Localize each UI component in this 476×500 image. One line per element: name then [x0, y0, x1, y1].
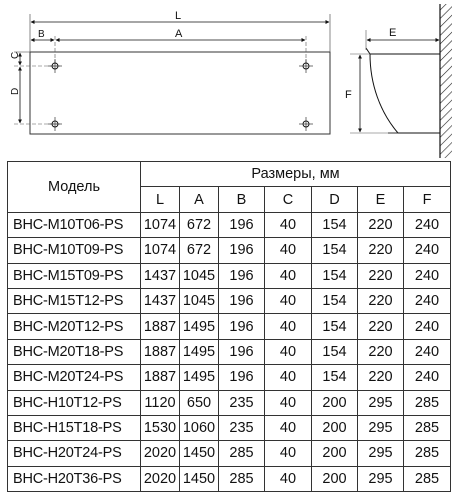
model-cell: BHC-M15T12-PS [8, 288, 141, 313]
model-cell: BHC-M15T09-PS [8, 263, 141, 288]
cell-f: 240 [404, 288, 451, 313]
cell-a: 1495 [180, 339, 219, 364]
dimension-drawing [0, 0, 476, 160]
cell-f: 285 [404, 415, 451, 440]
dim-label-f: F [345, 89, 352, 101]
col-header-d: D [312, 187, 358, 212]
cell-a: 1450 [180, 441, 219, 466]
table-row [8, 263, 451, 288]
cell-l: 1530 [141, 415, 180, 440]
cell-d: 154 [312, 212, 358, 237]
cell-e: 220 [358, 314, 404, 339]
cell-f: 285 [404, 466, 451, 491]
cell-l: 2020 [141, 441, 180, 466]
cell-d: 154 [312, 238, 358, 263]
cell-e: 220 [358, 263, 404, 288]
cell-l: 1437 [141, 263, 180, 288]
cell-a: 1495 [180, 365, 219, 390]
cell-a: 1045 [180, 263, 219, 288]
cell-c: 40 [265, 339, 312, 364]
cell-l: 1887 [141, 339, 180, 364]
dim-label-c: C [10, 51, 21, 59]
cell-e: 220 [358, 212, 404, 237]
cell-f: 240 [404, 365, 451, 390]
table-row [8, 238, 451, 263]
cell-c: 40 [265, 441, 312, 466]
cell-l: 1120 [141, 390, 180, 415]
cell-f: 240 [404, 314, 451, 339]
col-header-e: E [358, 187, 404, 212]
cell-c: 40 [265, 415, 312, 440]
cell-e: 295 [358, 390, 404, 415]
table-row [8, 390, 451, 415]
model-cell: BHC-M10T09-PS [8, 238, 141, 263]
mounting-hole-bottom-right [299, 117, 313, 131]
cell-b: 285 [219, 466, 265, 491]
dimensions-table [7, 161, 451, 492]
cell-c: 40 [265, 238, 312, 263]
cell-d: 154 [312, 288, 358, 313]
dim-label-e: E [389, 27, 397, 39]
dim-label-a: A [175, 28, 183, 40]
cell-b: 196 [219, 365, 265, 390]
cell-b: 196 [219, 339, 265, 364]
model-cell: BHC-H15T18-PS [8, 415, 141, 440]
cell-e: 220 [358, 288, 404, 313]
cell-b: 235 [219, 390, 265, 415]
table-row [8, 365, 451, 390]
cell-e: 220 [358, 339, 404, 364]
technical-drawing-svg [0, 0, 476, 160]
cell-b: 285 [219, 441, 265, 466]
col-header-b: B [219, 187, 265, 212]
col-header-f: F [404, 187, 451, 212]
cell-d: 154 [312, 314, 358, 339]
front-view-body [30, 52, 330, 134]
mounting-hole-bottom-left [48, 117, 62, 131]
cell-l: 1887 [141, 365, 180, 390]
cell-d: 200 [312, 441, 358, 466]
cell-f: 240 [404, 212, 451, 237]
model-cell: BHC-H10T12-PS [8, 390, 141, 415]
col-header-c: C [265, 187, 312, 212]
cell-d: 154 [312, 263, 358, 288]
cell-a: 1450 [180, 466, 219, 491]
model-cell: BHC-H20T24-PS [8, 441, 141, 466]
dim-label-b: B [38, 29, 45, 40]
cell-f: 285 [404, 441, 451, 466]
side-view-profile [370, 54, 440, 133]
dimensions-group-header: Размеры, мм [141, 162, 451, 187]
cell-b: 196 [219, 212, 265, 237]
cell-b: 196 [219, 288, 265, 313]
dim-label-d: D [10, 87, 21, 95]
cell-c: 40 [265, 390, 312, 415]
col-header-a: A [180, 187, 219, 212]
cell-b: 196 [219, 263, 265, 288]
model-cell: BHC-M10T06-PS [8, 212, 141, 237]
cell-b: 196 [219, 238, 265, 263]
cell-c: 40 [265, 365, 312, 390]
model-cell: BHC-M20T18-PS [8, 339, 141, 364]
table-row [8, 415, 451, 440]
cell-b: 235 [219, 415, 265, 440]
cell-c: 40 [265, 288, 312, 313]
cell-b: 196 [219, 314, 265, 339]
cell-a: 1495 [180, 314, 219, 339]
cell-e: 295 [358, 466, 404, 491]
cell-a: 1045 [180, 288, 219, 313]
cell-e: 295 [358, 415, 404, 440]
cell-a: 1060 [180, 415, 219, 440]
cell-a: 672 [180, 238, 219, 263]
cell-c: 40 [265, 314, 312, 339]
cell-d: 200 [312, 390, 358, 415]
mounting-hole-top-right [299, 59, 313, 73]
cell-l: 1074 [141, 238, 180, 263]
dim-label-l: L [175, 10, 182, 22]
model-cell: BHC-M20T24-PS [8, 365, 141, 390]
cell-d: 154 [312, 365, 358, 390]
model-cell: BHC-H20T36-PS [8, 466, 141, 491]
cell-c: 40 [265, 466, 312, 491]
wall-hatching [440, 4, 452, 158]
model-column-header: Модель [8, 162, 141, 213]
cell-f: 240 [404, 263, 451, 288]
model-cell: BHC-M20T12-PS [8, 314, 141, 339]
cell-e: 295 [358, 441, 404, 466]
cell-d: 154 [312, 339, 358, 364]
cell-e: 220 [358, 238, 404, 263]
table-row [8, 314, 451, 339]
table-row [8, 339, 451, 364]
cell-d: 200 [312, 415, 358, 440]
cell-l: 1074 [141, 212, 180, 237]
table-row [8, 288, 451, 313]
cell-c: 40 [265, 263, 312, 288]
cell-f: 285 [404, 390, 451, 415]
mounting-hole-top-left [48, 59, 62, 73]
cell-l: 1437 [141, 288, 180, 313]
cell-c: 40 [265, 212, 312, 237]
cell-a: 650 [180, 390, 219, 415]
cell-l: 2020 [141, 466, 180, 491]
cell-l: 1887 [141, 314, 180, 339]
table-row [8, 466, 451, 491]
cell-f: 240 [404, 339, 451, 364]
table-header-row [8, 162, 451, 187]
col-header-l: L [141, 187, 180, 212]
cell-d: 200 [312, 466, 358, 491]
table-row [8, 212, 451, 237]
side-view-lip [366, 48, 370, 54]
table-row [8, 441, 451, 466]
cell-a: 672 [180, 212, 219, 237]
cell-f: 240 [404, 238, 451, 263]
cell-e: 220 [358, 365, 404, 390]
